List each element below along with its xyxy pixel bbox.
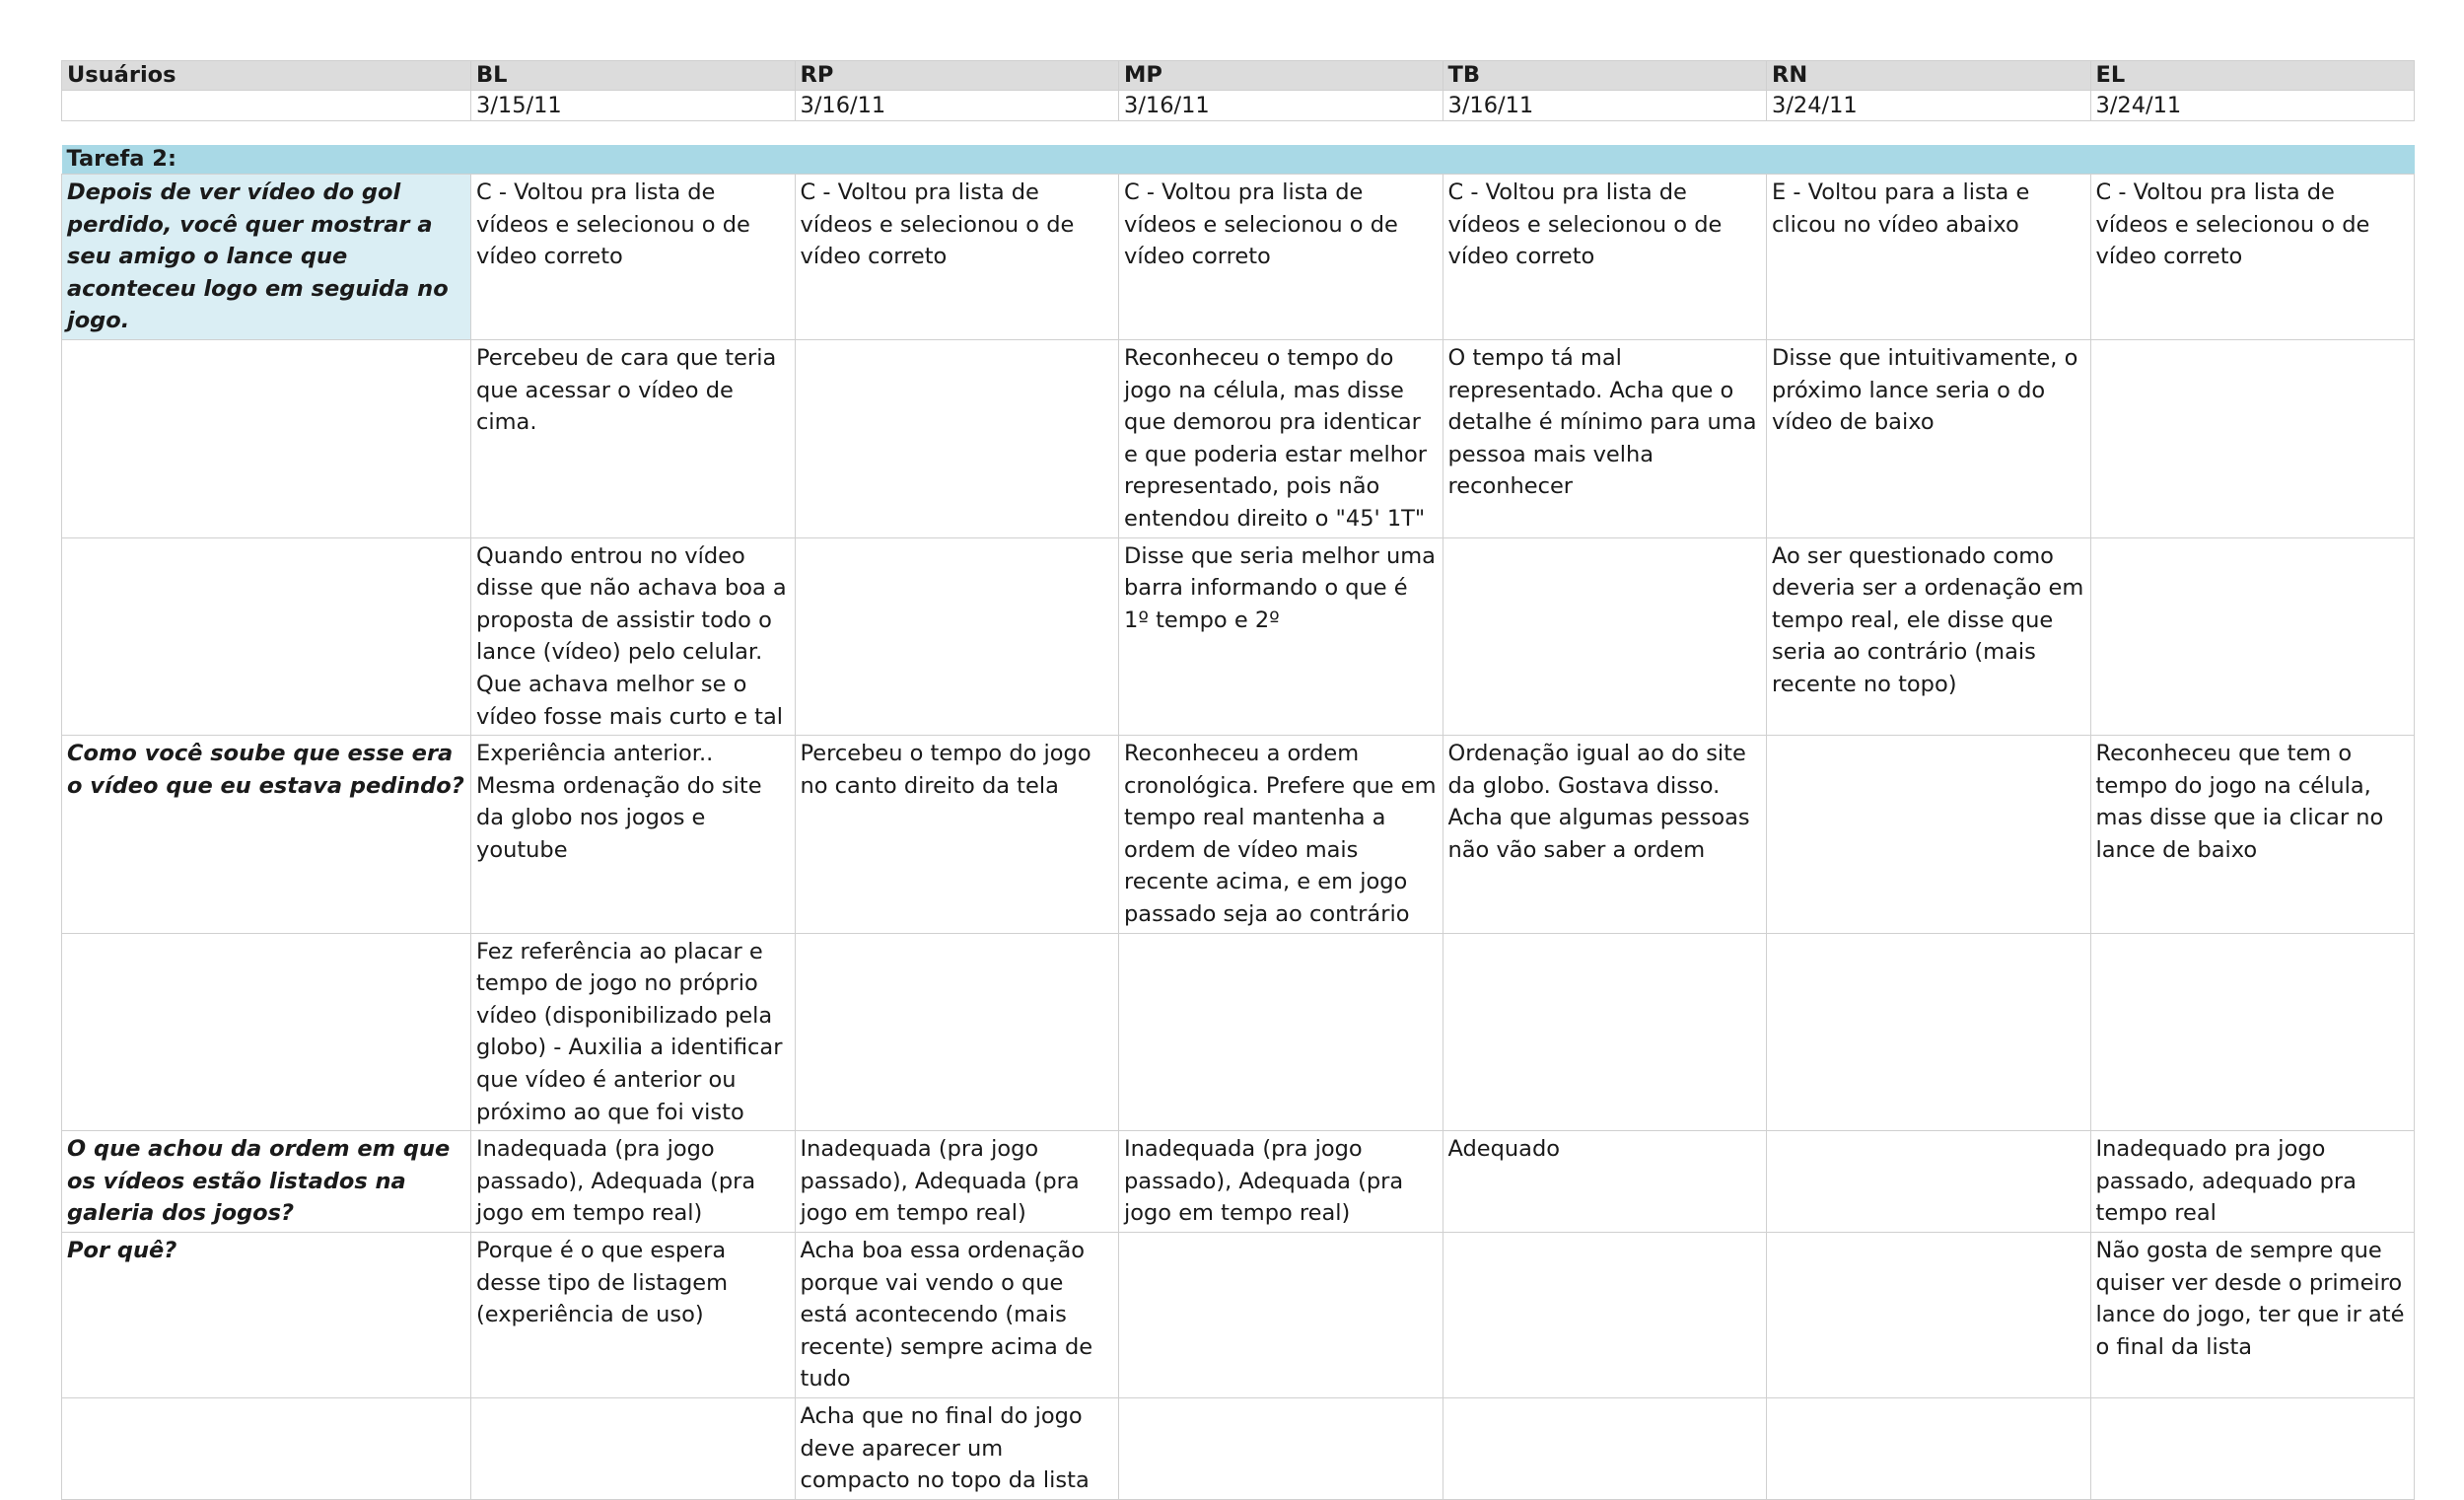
header-row	[62, 61, 2415, 91]
answer-cell[interactable]	[795, 339, 1119, 537]
question-cell[interactable]	[62, 339, 471, 537]
answer-cell[interactable]: Acha boa essa ordenação porque vai vendo o que está acontecendo (mais recente) sempre acima de tudo	[795, 1233, 1119, 1398]
answer-cell[interactable]: Fez referência ao placar e tempo de jogo no próprio vídeo (disponibilizado pela globo) - Auxilia a identificar que vídeo é anterior ou próximo ao que foi visto	[471, 933, 796, 1131]
question-cell[interactable]	[62, 537, 471, 736]
answer-cell[interactable]: Percebeu o tempo do jogo no canto direito da tela	[795, 736, 1119, 934]
table-row	[62, 736, 2415, 934]
usability-results-table	[61, 60, 2415, 1500]
spacer-row	[62, 121, 2415, 146]
answer-cell[interactable]	[795, 537, 1119, 736]
question-cell[interactable]: Depois de ver vídeo do gol perdido, você quer mostrar a seu amigo o lance que aconteceu logo em seguida no jogo.	[62, 175, 471, 340]
answer-cell[interactable]: Percebeu de cara que teria que acessar o vídeo de cima.	[471, 339, 796, 537]
answer-cell[interactable]: Inadequada (pra jogo passado), Adequada (pra jogo em tempo real)	[795, 1131, 1119, 1233]
question-cell[interactable]: Como você soube que esse era o vídeo que eu estava pedindo?	[62, 736, 471, 934]
question-cell[interactable]: O que achou da ordem em que os vídeos estão listados na galeria dos jogos?	[62, 1131, 471, 1233]
answer-cell[interactable]: C - Voltou pra lista de vídeos e selecionou o de vídeo correto	[1443, 175, 1767, 340]
user-cell-el[interactable]: EL	[2090, 61, 2415, 91]
answer-cell[interactable]	[2090, 537, 2415, 736]
answer-cell[interactable]	[2090, 933, 2415, 1131]
answer-cell[interactable]: C - Voltou pra lista de vídeos e selecionou o de vídeo correto	[795, 175, 1119, 340]
task-title-cell[interactable]: Tarefa 2:	[62, 145, 2415, 175]
user-cell-bl[interactable]: BL	[471, 61, 796, 91]
answer-cell[interactable]	[2090, 339, 2415, 537]
user-cell-mp[interactable]: MP	[1119, 61, 1443, 91]
answer-cell[interactable]: Experiência anterior.. Mesma ordenação do site da globo nos jogos e youtube	[471, 736, 796, 934]
date-cell[interactable]: 3/24/11	[1767, 91, 2091, 121]
table-row	[62, 1397, 2415, 1499]
table-row	[62, 1233, 2415, 1398]
user-cell-rn[interactable]: RN	[1767, 61, 2091, 91]
answer-cell[interactable]	[1767, 1233, 2091, 1398]
answer-cell[interactable]	[1119, 1397, 1443, 1499]
answer-cell[interactable]	[471, 1397, 796, 1499]
question-cell[interactable]: Por quê?	[62, 1233, 471, 1398]
date-cell[interactable]: 3/24/11	[2090, 91, 2415, 121]
answer-cell[interactable]	[1767, 736, 2091, 934]
answer-cell[interactable]: Inadequado pra jogo passado, adequado pra tempo real	[2090, 1131, 2415, 1233]
answer-cell[interactable]: Porque é o que espera desse tipo de listagem (experiência de uso)	[471, 1233, 796, 1398]
table-row	[62, 1131, 2415, 1233]
user-cell-rp[interactable]: RP	[795, 61, 1119, 91]
answer-cell[interactable]	[1443, 1233, 1767, 1398]
answer-cell[interactable]: Não gosta de sempre que quiser ver desde o primeiro lance do jogo, ter que ir até o final da lista	[2090, 1233, 2415, 1398]
user-cell-tb[interactable]: TB	[1443, 61, 1767, 91]
answer-cell[interactable]	[1443, 537, 1767, 736]
answer-cell[interactable]: Inadequada (pra jogo passado), Adequada (pra jogo em tempo real)	[471, 1131, 796, 1233]
answer-cell[interactable]	[1119, 1233, 1443, 1398]
table-row	[62, 537, 2415, 736]
answer-cell[interactable]: O tempo tá mal representado. Acha que o detalhe é mínimo para uma pessoa mais velha reconhecer	[1443, 339, 1767, 537]
answer-cell[interactable]	[1443, 1397, 1767, 1499]
table-row	[62, 339, 2415, 537]
answer-cell[interactable]: Disse que intuitivamente, o próximo lance seria o do vídeo de baixo	[1767, 339, 2091, 537]
answer-cell[interactable]: Adequado	[1443, 1131, 1767, 1233]
answer-cell[interactable]	[2090, 1397, 2415, 1499]
task-row	[62, 145, 2415, 175]
answer-cell[interactable]: Inadequada (pra jogo passado), Adequada (pra jogo em tempo real)	[1119, 1131, 1443, 1233]
answer-cell[interactable]	[1443, 933, 1767, 1131]
answer-cell[interactable]	[795, 933, 1119, 1131]
answer-cell[interactable]	[1767, 933, 2091, 1131]
spreadsheet	[61, 60, 2414, 1500]
answer-cell[interactable]: C - Voltou pra lista de vídeos e selecionou o de vídeo correto	[471, 175, 796, 340]
answer-cell[interactable]	[1767, 1397, 2091, 1499]
table-row	[62, 933, 2415, 1131]
answer-cell[interactable]: Reconheceu que tem o tempo do jogo na célula, mas disse que ia clicar no lance de baixo	[2090, 736, 2415, 934]
answer-cell[interactable]: C - Voltou pra lista de vídeos e selecionou o de vídeo correto	[1119, 175, 1443, 340]
answer-cell[interactable]: Quando entrou no vídeo disse que não achava boa a proposta de assistir todo o lance (vídeo) pelo celular. Que achava melhor se o vídeo fosse mais curto e tal	[471, 537, 796, 736]
dates-label-cell[interactable]	[62, 91, 471, 121]
answer-cell[interactable]: Ordenação igual ao do site da globo. Gostava disso. Acha que algumas pessoas não vão saber a ordem	[1443, 736, 1767, 934]
answer-cell[interactable]: E - Voltou para a lista e clicou no vídeo abaixo	[1767, 175, 2091, 340]
question-cell[interactable]	[62, 933, 471, 1131]
date-cell[interactable]: 3/16/11	[1443, 91, 1767, 121]
answer-cell[interactable]	[1119, 933, 1443, 1131]
date-cell[interactable]: 3/15/11	[471, 91, 796, 121]
answer-cell[interactable]: Acha que no final do jogo deve aparecer um compacto no topo da lista	[795, 1397, 1119, 1499]
answer-cell[interactable]: C - Voltou pra lista de vídeos e selecionou o de vídeo correto	[2090, 175, 2415, 340]
date-cell[interactable]: 3/16/11	[795, 91, 1119, 121]
answer-cell[interactable]: Ao ser questionado como deveria ser a ordenação em tempo real, ele disse que seria ao contrário (mais recente no topo)	[1767, 537, 2091, 736]
question-cell[interactable]	[62, 1397, 471, 1499]
dates-row	[62, 91, 2415, 121]
answer-cell[interactable]: Reconheceu a ordem cronológica. Prefere que em tempo real mantenha a ordem de vídeo mais recente acima, e em jogo passado seja ao contrário	[1119, 736, 1443, 934]
answer-cell[interactable]: Reconheceu o tempo do jogo na célula, mas disse que demorou pra identicar e que poderia estar melhor representado, pois não entendou direito o "45' 1T"	[1119, 339, 1443, 537]
answer-cell[interactable]: Disse que seria melhor uma barra informando o que é 1º tempo e 2º	[1119, 537, 1443, 736]
users-label-cell[interactable]: Usuários	[62, 61, 471, 91]
table-row	[62, 175, 2415, 340]
date-cell[interactable]: 3/16/11	[1119, 91, 1443, 121]
answer-cell[interactable]	[1767, 1131, 2091, 1233]
